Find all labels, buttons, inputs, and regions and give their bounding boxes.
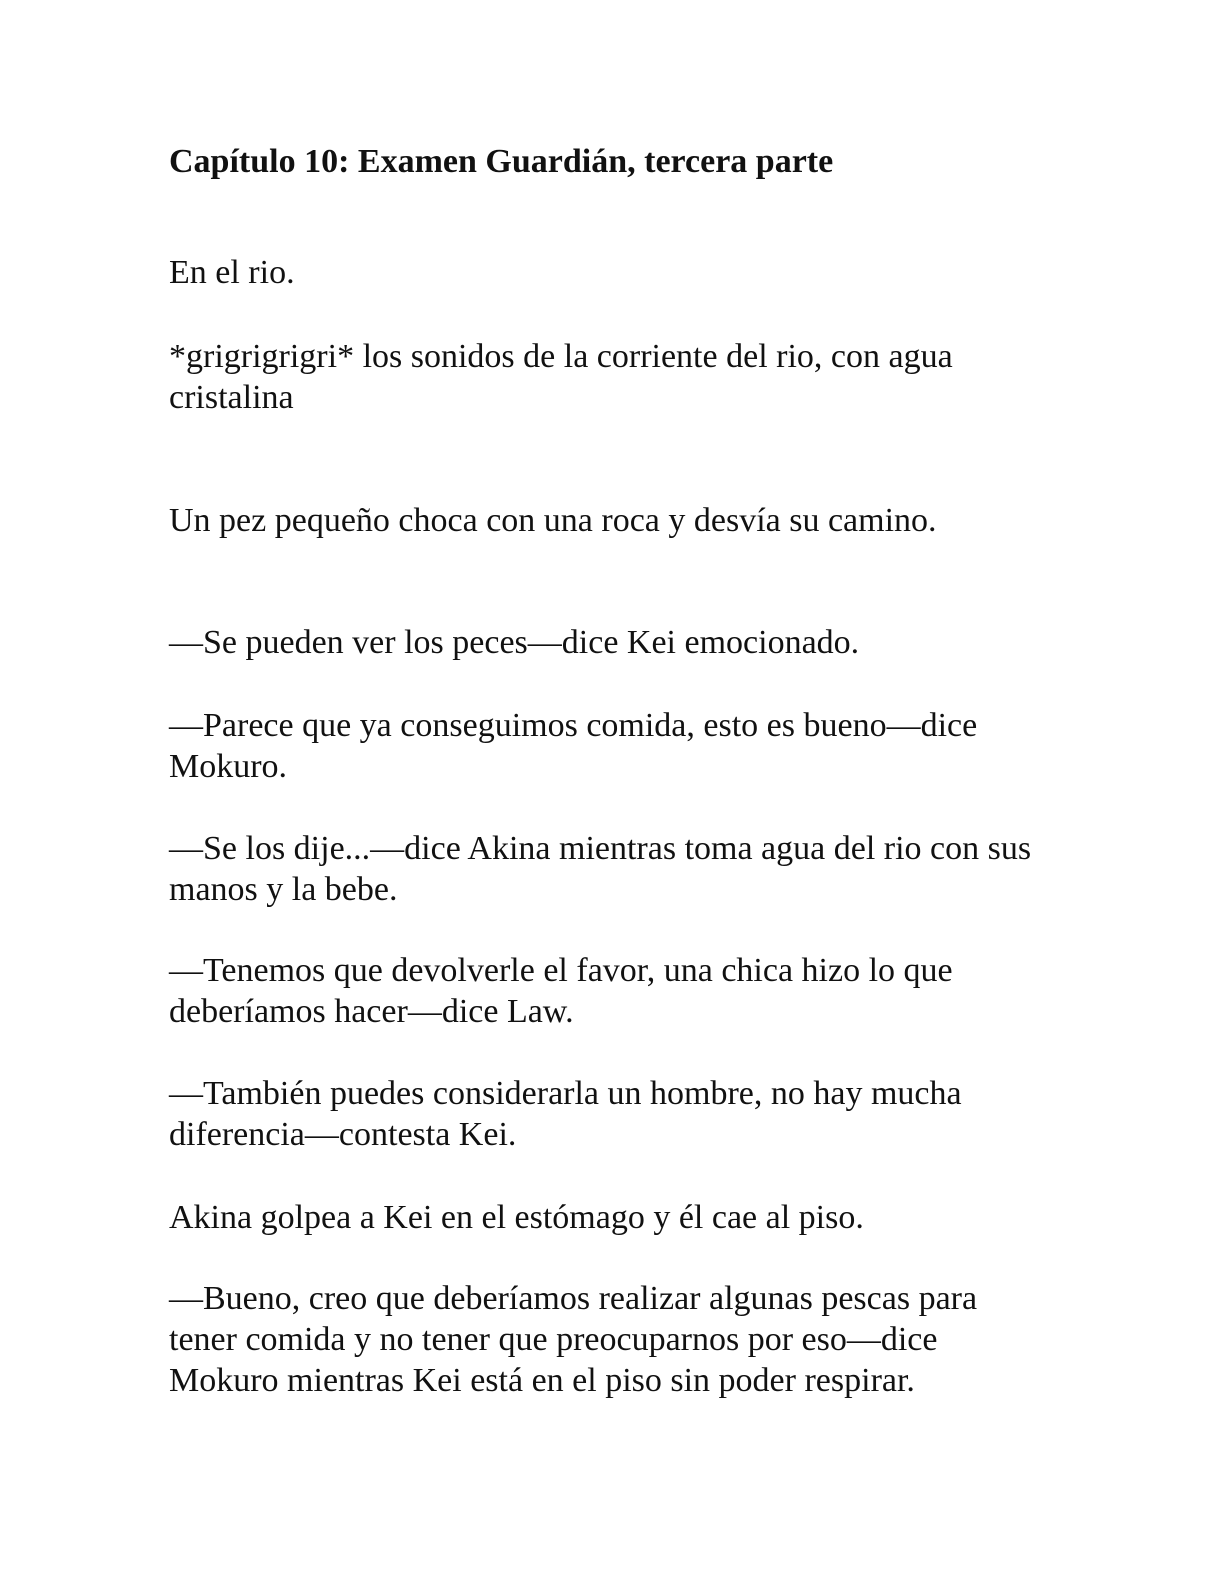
dialogue-line: —Parece que ya conseguimos comida, esto es bueno—dice Mokuro.	[169, 707, 978, 785]
paragraph: *grigrigrigri* los sonidos de la corriente del rio, con agua cristalina	[169, 338, 953, 416]
dialogue-line: —También puedes considerarla un hombre, no hay mucha diferencia—contesta Kei.	[169, 1075, 962, 1153]
paragraph: Akina golpea a Kei en el estómago y él cae al piso.	[169, 1199, 864, 1236]
paragraph: Un pez pequeño choca con una roca y desvía su camino.	[169, 502, 937, 539]
chapter-title: Capítulo 10: Examen Guardián, tercera parte	[169, 143, 834, 180]
dialogue-line: —Se los dije...—dice Akina mientras toma agua del rio con sus manos y la bebe.	[169, 830, 1032, 908]
dialogue-line: —Bueno, creo que deberíamos realizar algunas pescas para tener comida y no tener que preocuparnos por eso—dice Mokuro mientras Kei está en el piso sin poder respirar.	[169, 1280, 978, 1399]
dialogue-line: —Tenemos que devolverle el favor, una chica hizo lo que deberíamos hacer—dice Law.	[169, 952, 953, 1030]
dialogue-line: —Se pueden ver los peces—dice Kei emocionado.	[169, 624, 860, 661]
paragraph: En el rio.	[169, 254, 295, 291]
